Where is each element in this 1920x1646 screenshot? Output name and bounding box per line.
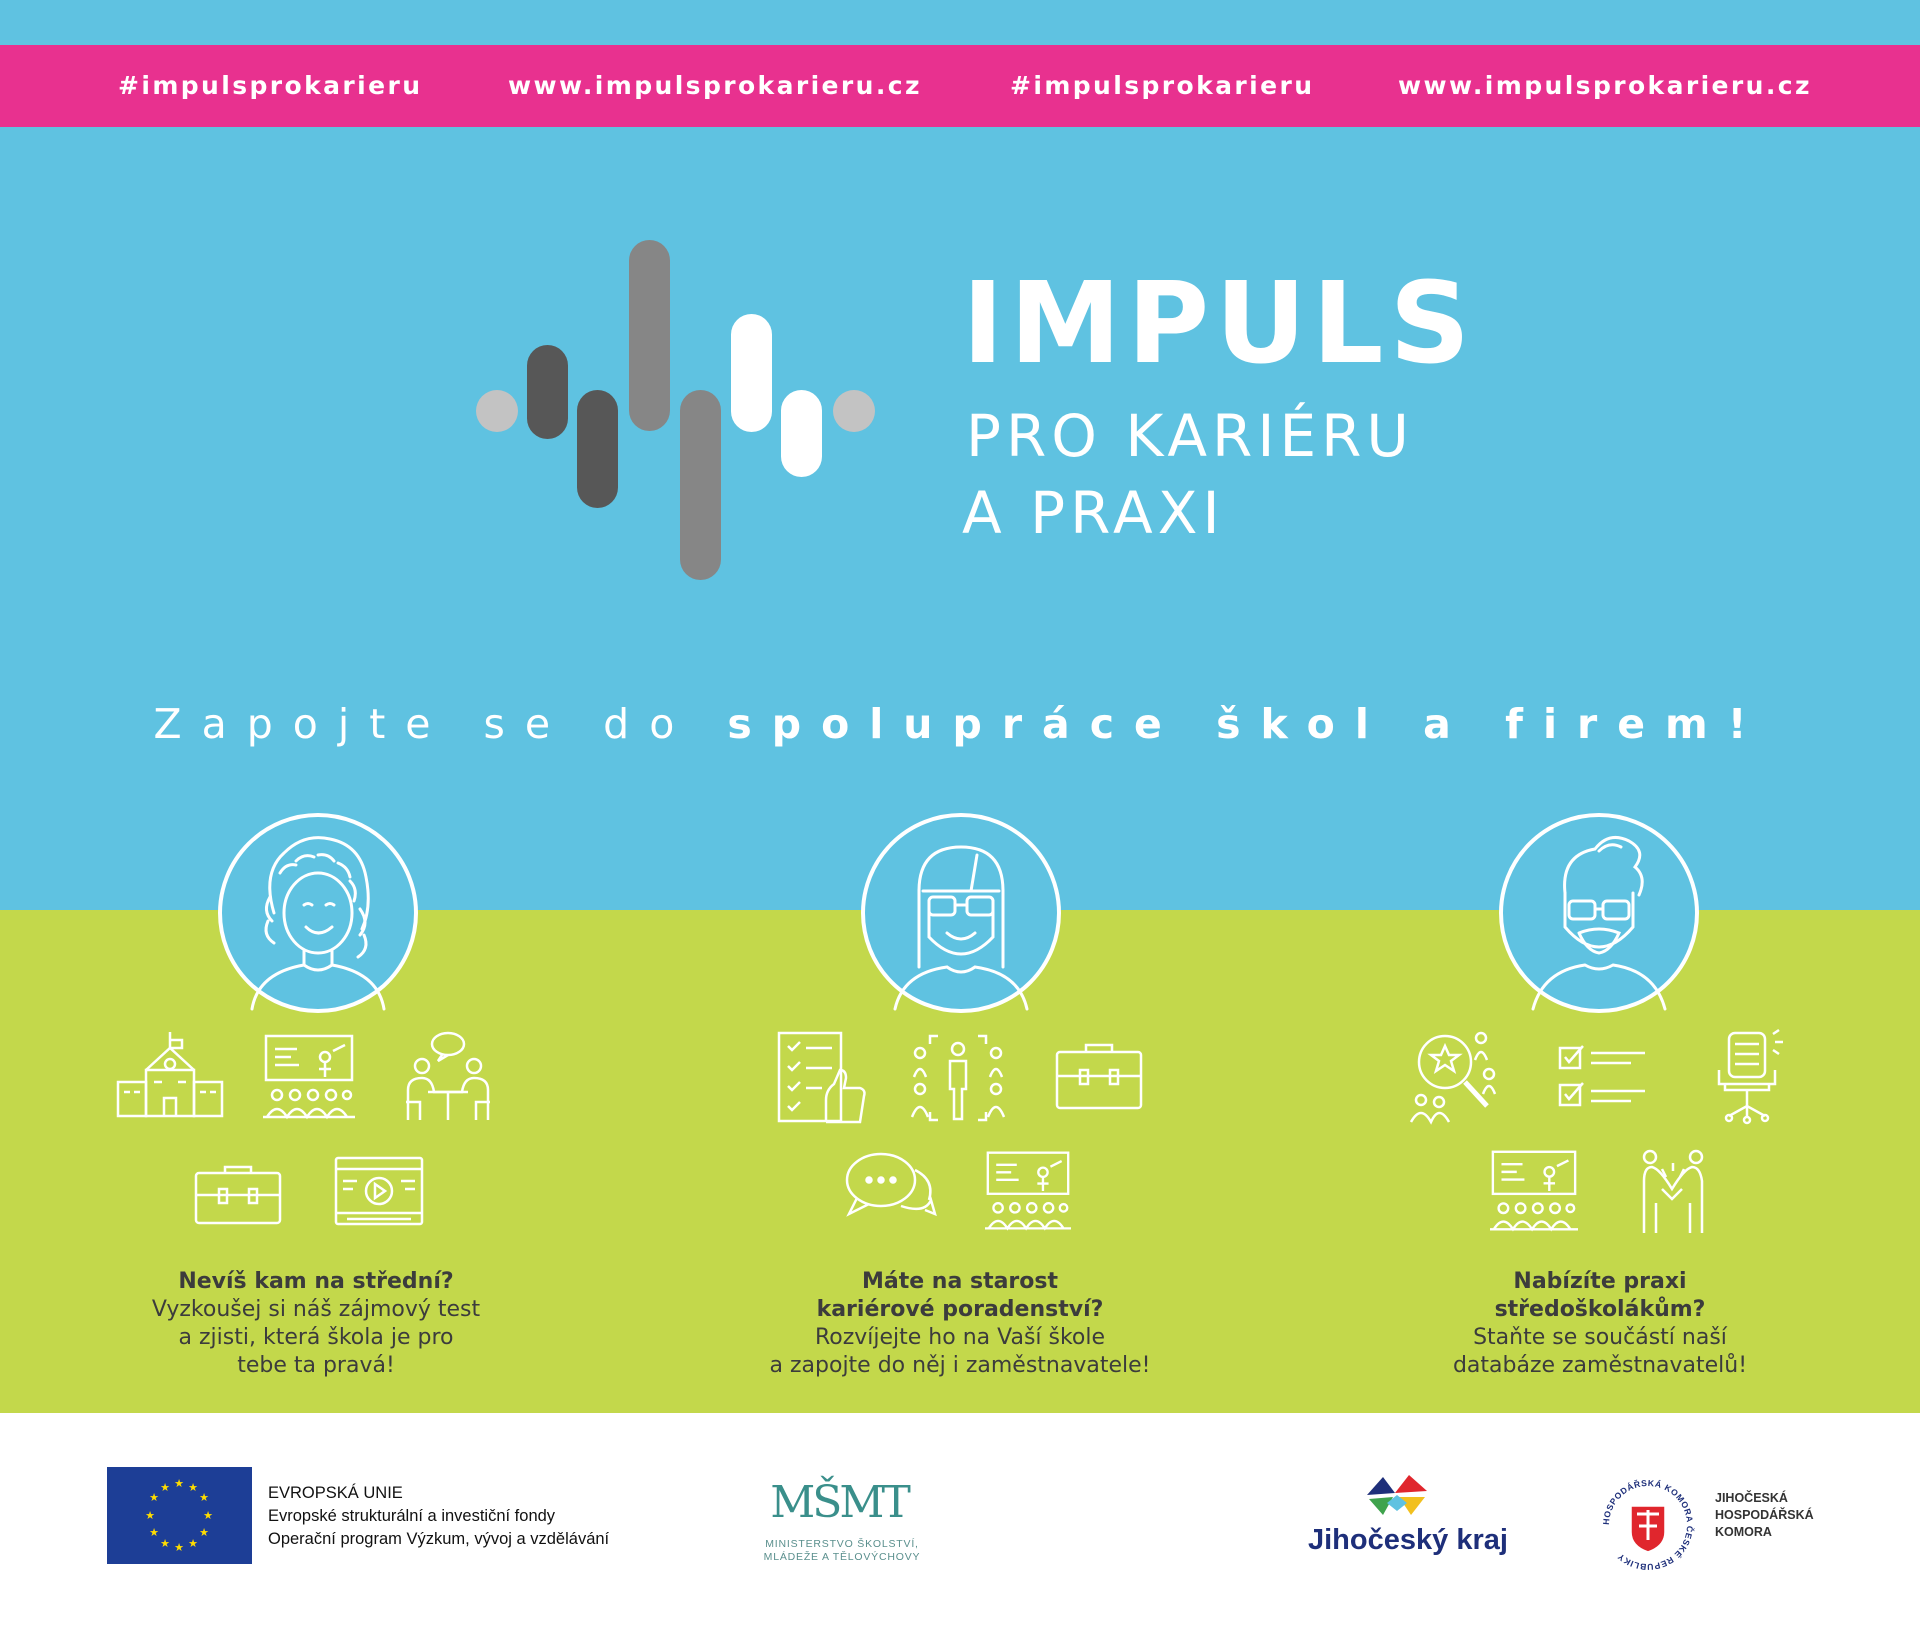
eu-line-2: Evropské strukturální a investiční fondy bbox=[268, 1507, 556, 1525]
svg-text:★: ★ bbox=[188, 1537, 198, 1550]
msmt-caption bbox=[737, 1538, 947, 1564]
talent-search-icon bbox=[1409, 1030, 1503, 1124]
video-player-icon bbox=[333, 1155, 425, 1227]
msmt-logo bbox=[770, 1465, 908, 1530]
briefcase-icon bbox=[1054, 1042, 1144, 1112]
classroom-board-icon bbox=[263, 1033, 355, 1121]
brand-subtitle-line1: PRO KARIÉRU bbox=[966, 402, 1414, 470]
eu-funding-text bbox=[268, 1482, 609, 1551]
chamber-seal-text: HOSPODÁŘSKÁ KOMORA ČESKÉ REPUBLIKY bbox=[1600, 1477, 1696, 1573]
consultation-table-icon bbox=[402, 1030, 494, 1124]
pulse-bar bbox=[527, 345, 568, 439]
chat-bubbles-icon bbox=[843, 1150, 937, 1232]
chamber-of-commerce-text bbox=[1715, 1490, 1814, 1541]
handshake-icon bbox=[1640, 1147, 1706, 1235]
svg-text:★: ★ bbox=[160, 1481, 170, 1494]
svg-text:★: ★ bbox=[174, 1477, 184, 1490]
classroom-board-icon bbox=[1490, 1148, 1578, 1234]
svg-text:★: ★ bbox=[188, 1481, 198, 1494]
chamber-of-commerce-seal bbox=[1593, 1470, 1703, 1580]
msmt-line-1: MINISTERSTVO ŠKOLSTVÍ, bbox=[765, 1538, 919, 1550]
pulse-bar bbox=[731, 314, 772, 432]
employers-answer-line: databáze zaměstnavatelů! bbox=[1452, 1353, 1748, 1378]
brand-subtitle-line2: A PRAXI bbox=[962, 479, 1225, 547]
svg-text:★: ★ bbox=[145, 1509, 155, 1522]
jhk-line-1: JIHOČESKÁ bbox=[1715, 1491, 1788, 1505]
hashtag-link[interactable]: #impulsprokarieru bbox=[1010, 71, 1315, 100]
pulse-dot-left bbox=[476, 390, 518, 432]
svg-text:★: ★ bbox=[199, 1491, 209, 1504]
brand-title: IMPULS bbox=[962, 259, 1477, 389]
eu-line-3: Operační program Výzkum, vývoj a vzdělávání bbox=[268, 1530, 610, 1548]
jihocesky-kraj-logo-text: Jihočeský kraj bbox=[1308, 1524, 1508, 1556]
slogan-part2: spolupráce škol a firem! bbox=[727, 700, 1767, 748]
school-building-icon bbox=[116, 1030, 224, 1120]
pulse-bar bbox=[629, 240, 670, 431]
employers-question-line2: středoškolákům? bbox=[1494, 1297, 1706, 1322]
schools-question-line2: kariérové poradenství? bbox=[816, 1297, 1104, 1322]
checklist-icon bbox=[1557, 1045, 1647, 1111]
classroom-board-icon bbox=[985, 1148, 1071, 1234]
briefcase-icon bbox=[193, 1165, 283, 1225]
slogan-headline bbox=[0, 700, 1920, 748]
jihocesky-kraj-emblem-icon bbox=[1365, 1473, 1429, 1517]
students-answer-line: a zjisti, která škola je pro bbox=[178, 1325, 454, 1350]
schools-answer-line: Rozvíjejte ho na Vaší škole bbox=[814, 1325, 1106, 1350]
employers-caption bbox=[1320, 1268, 1880, 1380]
svg-text:★: ★ bbox=[149, 1526, 159, 1539]
schools-answer-line: a zapojte do něj i zaměstnavatele! bbox=[769, 1353, 1151, 1378]
curly-hair-girl-avatar bbox=[218, 813, 418, 1013]
employers-question: Nabízíte praxi bbox=[1513, 1269, 1687, 1294]
eu-line-1: EVROPSKÁ UNIE bbox=[268, 1484, 403, 1502]
hashtag-banner bbox=[0, 45, 1920, 127]
hashtag-link[interactable]: #impulsprokarieru bbox=[118, 71, 423, 100]
pulse-bar bbox=[577, 390, 618, 508]
checklist-thumbs-up-icon bbox=[776, 1030, 866, 1124]
people-focus-icon bbox=[910, 1033, 1006, 1123]
svg-text:★: ★ bbox=[199, 1526, 209, 1539]
schools-caption bbox=[680, 1268, 1240, 1380]
msmt-line-2: MLÁDEŽE A TĚLOVÝCHOVY bbox=[763, 1551, 921, 1563]
schools-question: Máte na starost bbox=[861, 1269, 1059, 1294]
website-link[interactable]: www.impulsprokarieru.cz bbox=[1398, 71, 1812, 100]
pulse-bar bbox=[680, 390, 721, 580]
jhk-line-2: HOSPODÁŘSKÁ bbox=[1715, 1508, 1814, 1522]
eu-flag-logo bbox=[107, 1467, 252, 1564]
office-chair-icon bbox=[1715, 1030, 1785, 1124]
students-answer-line: Vyzkoušej si náš zájmový test bbox=[151, 1297, 481, 1322]
pulse-bar bbox=[781, 390, 822, 477]
svg-text:★: ★ bbox=[149, 1491, 159, 1504]
man-with-glasses-avatar bbox=[1499, 813, 1699, 1013]
pulse-dot-right bbox=[833, 390, 875, 432]
eu-stars-icon bbox=[107, 1467, 252, 1564]
svg-text:★: ★ bbox=[203, 1509, 213, 1522]
msmt-mark: MŠMT bbox=[770, 1477, 908, 1528]
impuls-pulse-logo-icon bbox=[470, 238, 880, 583]
employers-answer-line: Staňte se součástí naší bbox=[1473, 1325, 1727, 1350]
woman-with-glasses-avatar bbox=[861, 813, 1061, 1013]
svg-text:★: ★ bbox=[160, 1537, 170, 1550]
jhk-line-3: KOMORA bbox=[1715, 1525, 1772, 1539]
slogan-part1: Zapojte se do bbox=[153, 700, 728, 748]
students-question: Nevíš kam na střední? bbox=[178, 1269, 454, 1294]
website-link[interactable]: www.impulsprokarieru.cz bbox=[508, 71, 922, 100]
students-caption bbox=[36, 1268, 596, 1380]
svg-text:★: ★ bbox=[174, 1541, 184, 1554]
students-answer-line: tebe ta pravá! bbox=[237, 1353, 395, 1378]
